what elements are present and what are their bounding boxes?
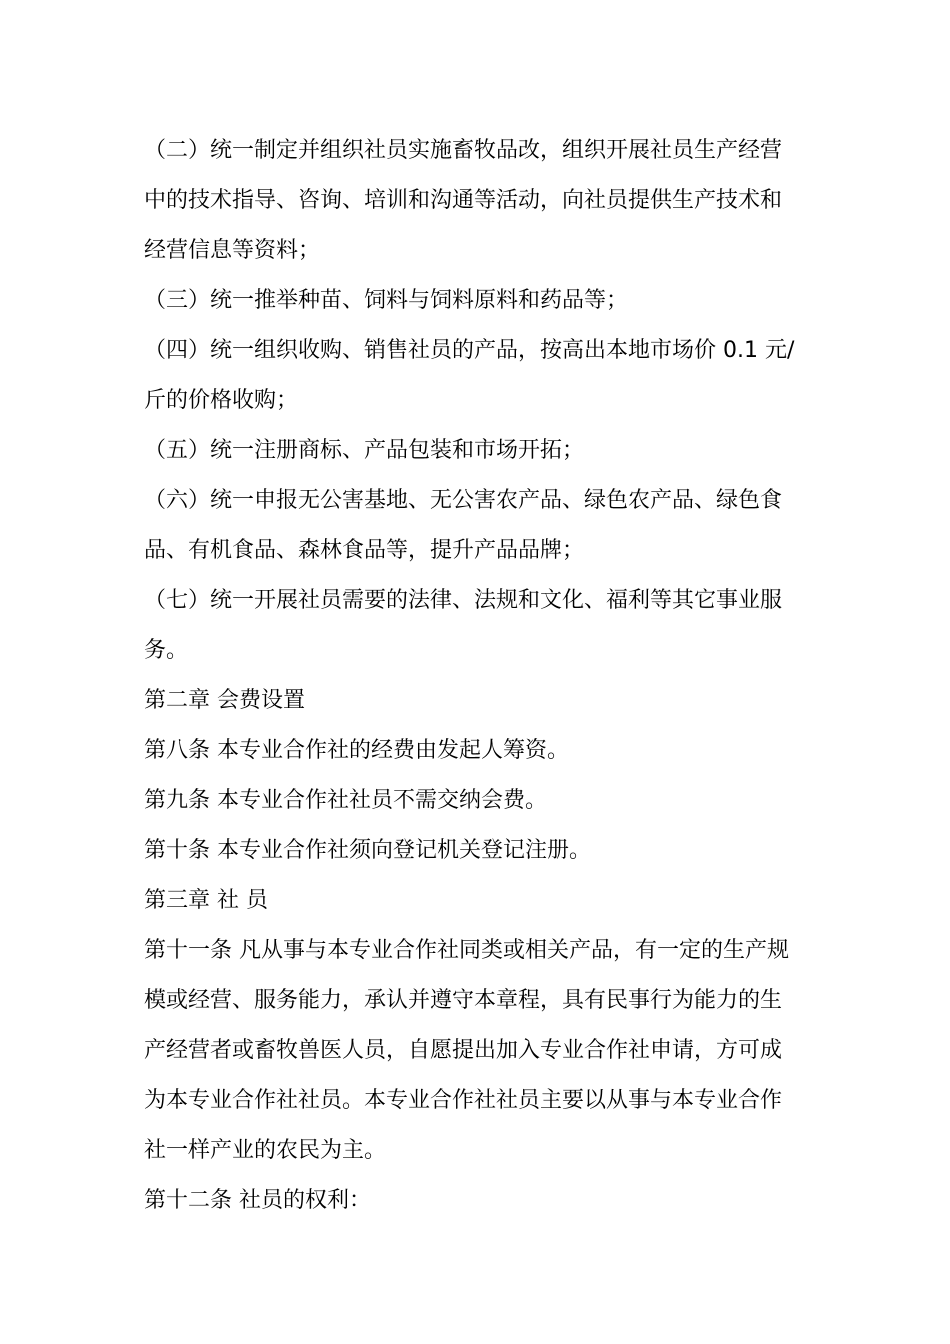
text-line: （六）统一申报无公害基地、无公害农产品、绿色农产品、绿色食 [144,488,783,513]
text-line: 中的技术指导、咨询、培训和沟通等活动，向社员提供生产技术和 [144,188,783,213]
text-line: （七）统一开展社员需要的法律、法规和文化、福利等其它事业服 [144,588,783,613]
article-line: 第十条 本专业合作社须向登记机关登记注册。 [144,838,591,863]
text-line: 产经营者或畜牧兽医人员，自愿提出加入专业合作社申请，方可成 [144,1038,783,1063]
article-line: 第八条 本专业合作社的经费由发起人筹资。 [144,738,569,763]
text-line: 为本专业合作社社员。本专业合作社社员主要以从事与本专业合作 [144,1088,783,1113]
article-line: 第九条 本专业合作社社员不需交纳会费。 [144,788,547,813]
article-line: 第十一条 凡从事与本专业合作社同类或相关产品，有一定的生产规 [144,938,789,963]
text-line: （二）统一制定并组织社员实施畜牧品改，组织开展社员生产经营 [144,138,783,163]
text-line: 模或经营、服务能力，承认并遵守本章程，具有民事行为能力的生 [144,988,783,1013]
text-line: （五）统一注册商标、产品包装和市场开拓； [144,438,585,463]
text-line: 社一样产业的农民为主。 [144,1138,387,1163]
chapter-heading: 第三章 社 员 [144,888,268,913]
text-line: 品、有机食品、森林食品等，提升产品品牌； [144,538,585,563]
text-line: （四）统一组织收购、销售社员的产品，按高出本地市场价 0.1 元/ [144,338,795,363]
text-line: 斤的价格收购； [144,388,299,413]
text-line: 务。 [144,638,189,663]
chapter-heading: 第二章 会费设置 [144,688,305,713]
article-line: 第十二条 社员的权利： [144,1188,371,1213]
document-body [144,126,804,1226]
text-line: （三）统一推举种苗、饲料与饲料原料和药品等； [144,288,629,313]
text-line: 经营信息等资料； [144,238,321,263]
